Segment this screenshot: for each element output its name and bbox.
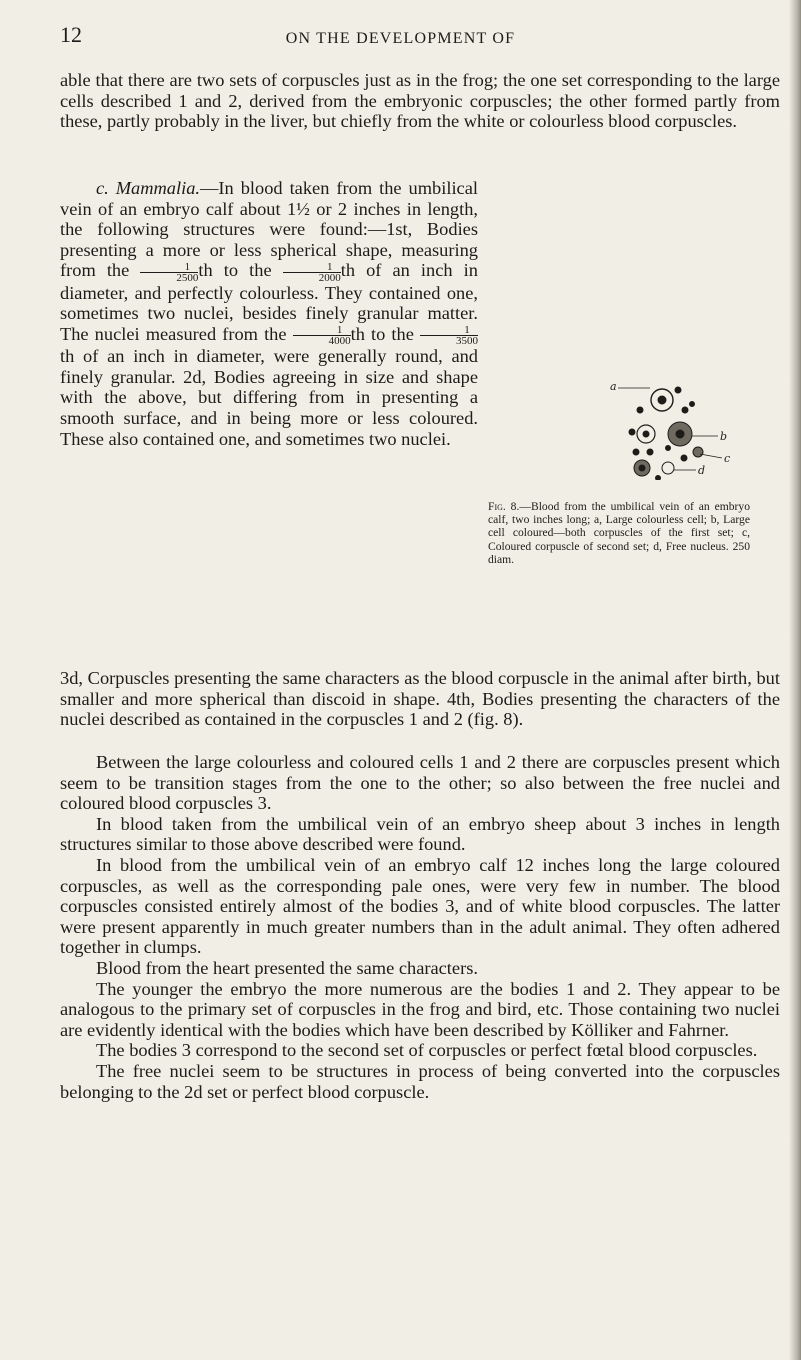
paragraph-calf-12in: In blood from the umbilical vein of an embryo calf 12 inches long the large coloured corpuscles, as well as the corresponding pale ones, were very few in number. The blood corpuscles consisted entirely almost of the bodies 3, and of white blood corpuscles. The latter were present apparently in much greater numbers than in the adult animal. They often adhered together in clumps. — [60, 854, 780, 958]
page-number: 12 — [60, 22, 82, 47]
paragraph-intro — [60, 70, 780, 132]
paragraph-younger-embryo: The younger the embryo the more numerous are the bodies 1 and 2. They appear to be analogous to the primary set of corpuscles in the frog and bird, etc. Those containing two nuclei are evidently identical with the bodies which have been described by Kölliker and Fahrner. — [60, 978, 780, 1040]
paragraph-heart: Blood from the heart presented the same characters. — [96, 957, 478, 978]
mammalia-text-d: th to the — [350, 323, 414, 344]
fig-label-a: a — [610, 380, 617, 393]
paragraph-transition: Between the large colourless and coloured cells 1 and 2 there are corpuscles present which seem to be transition stages from the one to the other; so also between the free nuclei and coloured blood corpuscles 3. — [60, 752, 780, 814]
figure-8-label: Fig. 8. — [488, 500, 520, 513]
paragraph-intro-text: able that there are two sets of corpuscles just as in the frog; the one set corresponding to the large cells described 1 and 2, derived from the embryonic corpuscles; the other formed partly from these, partly probably in the liver, but chiefly from the white or colourless blood corpuscles. — [60, 70, 780, 132]
mammalia-text-c: th of an inch in diameter, and perfectly colourless. They contained one, sometimes two nuclei, besides finely granular matter. The nuclei measured from the — [60, 260, 478, 344]
fig-label-c: c — [724, 452, 731, 465]
fig-label-d: d — [698, 464, 706, 477]
mammalia-text-b: th to the — [198, 260, 272, 281]
body-paragraphs — [60, 752, 780, 1102]
running-title: ON THE DEVELOPMENT OF — [285, 30, 516, 47]
mammalia-text-a: —In blood taken from the umbilical vein of an embryo calf about 1½ or 2 inches in length, the following structures were found:—1st, Bodies presenting a more or less spherical shape, measuring from the — [60, 178, 478, 281]
mammalia-continuation-text: 3d, Corpuscles presenting the same characters as the blood corpuscle in the animal after birth, but smaller and more spherical than discoid in shape. 4th, Bodies presenting the characters of the nuclei described as contained in the corpuscles 1 and 2 (fig. 8). — [60, 668, 780, 730]
fig-label-b: b — [720, 430, 728, 443]
paragraph-bodies-3: The bodies 3 correspond to the second set of corpuscles or perfect fœtal blood corpuscles. — [96, 1040, 758, 1061]
figure-8-caption — [488, 500, 750, 566]
mammalia-text-e: th of an inch in diameter, were generally round, and finely granular. 2d, Bodies agreeing in size and shape with the above, but differing from in presenting a smooth surface, and in being more or less coloured. These also contained one, and sometimes two nuclei. — [60, 346, 478, 449]
mammalia-continuation — [60, 668, 780, 730]
fraction-3: $\frac{1}{4000}$ — [293, 325, 351, 346]
mammalia-paragraph — [60, 178, 478, 449]
fraction-4: $\frac{1}{3500}$ — [420, 325, 478, 346]
paragraph-sheep: In blood taken from the umbilical vein of an embryo sheep about 3 inches in length structures similar to those above described were found. — [60, 813, 780, 855]
figure-8-caption-text: —Blood from the umbilical vein of an embryo calf, two inches long; a, Large colourless cell; b, Large cell coloured—both corpuscles of the first set; c, Coloured corpuscle of second set; d, Free nucleus. 250 diam. — [488, 500, 750, 566]
mammalia-heading: c. Mammalia. — [96, 178, 201, 198]
fraction-1: $\frac{1}{2500}$ — [140, 262, 198, 283]
paragraph-free-nuclei: The free nuclei seem to be structures in process of being converted into the corpuscles belonging to the 2d set or perfect blood corpuscle. — [60, 1060, 780, 1102]
mammalia-text — [60, 178, 478, 449]
figure-8-illustration — [610, 380, 740, 480]
fraction-2: $\frac{1}{2000}$ — [283, 262, 341, 283]
page-edge-shadow — [789, 0, 801, 1360]
